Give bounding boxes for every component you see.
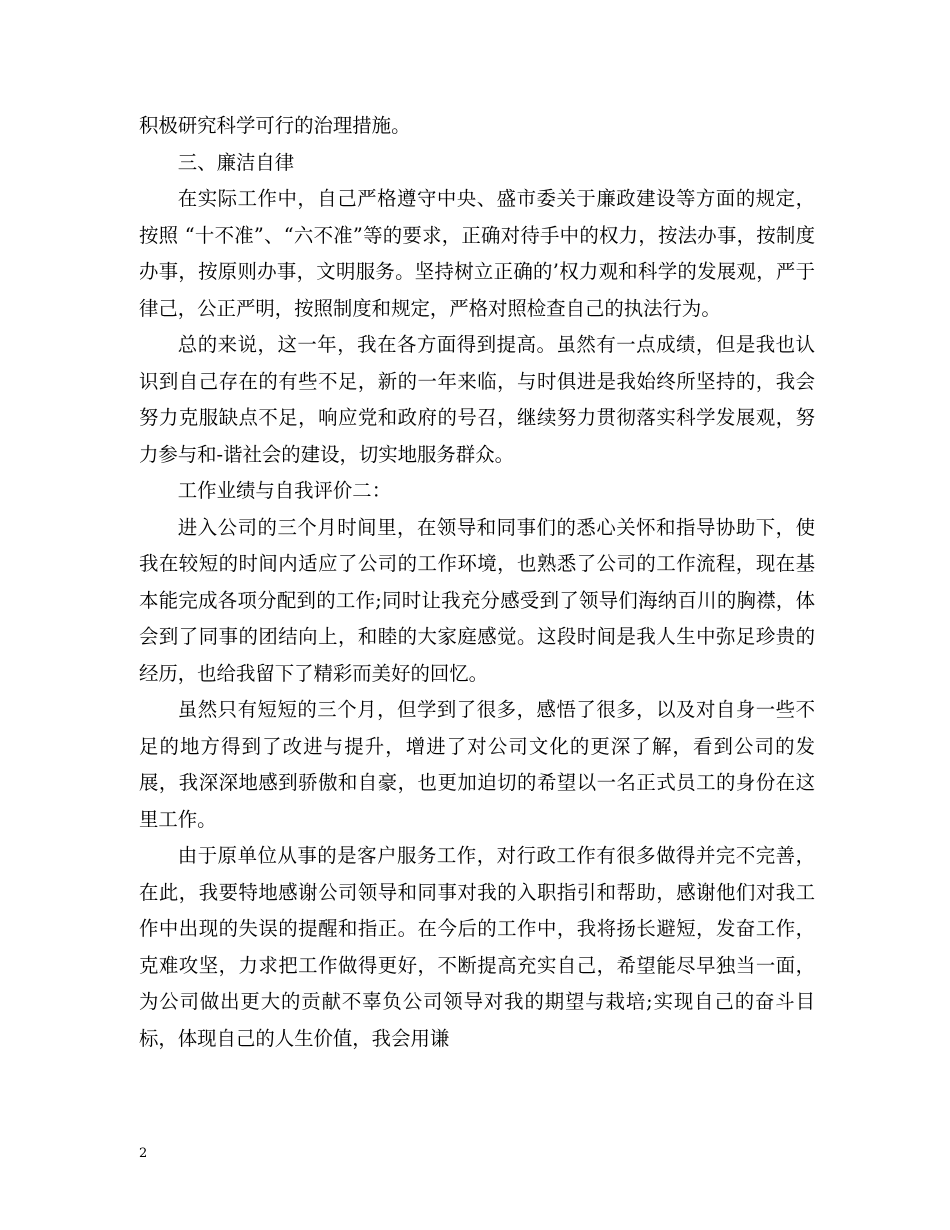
section-heading: 三、廉洁自律 [177, 150, 295, 174]
paragraph: 总的来说，这一年，我在各方面得到提高。虽然有一点成绩，但是我也认识到自己存在的有些不足，新的一年来临，与时俱进是我始终所坚持的，我会努力克服缺点不足，响应党和政府的号召，继续努力贯彻落实科学发展观，努力参与和-谐社会的建设，切实地服务群众。 [139, 333, 815, 466]
body-text [139, 108, 815, 1057]
paragraph: 进入公司的三个月时间里，在领导和同事们的悉心关怀和指导协助下，使我在较短的时间内适应了公司的工作环境，也熟悉了公司的工作流程，现在基本能完成各项分配到的工作;同时让我充分感受到了领导们海纳百川的胸襟，体会到了同事的团结向上，和睦的大家庭感觉。这段时间是我人生中弥足珍贵的经历，也给我留下了精彩而美好的回忆。 [139, 515, 815, 685]
section-heading: 工作业绩与自我评价二： [177, 479, 392, 502]
paragraph-continuation: 积极研究科学可行的治理措施。 [139, 114, 411, 137]
page-number: 2 [139, 1146, 148, 1161]
paragraph: 在实际工作中，自己严格遵守中央、盛市委关于廉政建设等方面的规定，按照 “十不准”、“六不准”等的要求，正确对待手中的权力，按法办事，按制度办事，按原则办事，文明服务。坚持树立正确的’权力观和科学的发展观，严于律己，公正严明，按照制度和规定，严格对照检查自己的执法行为。 [139, 187, 815, 320]
paragraph: 虽然只有短短的三个月，但学到了很多，感悟了很多，以及对自身一些不足的地方得到了改进与提升，增进了对公司文化的更深了解，看到公司的发展，我深深地感到骄傲和自豪，也更加迫切的希望以一名正式员工的身份在这里工作。 [139, 698, 815, 831]
paragraph: 由于原单位从事的是客户服务工作，对行政工作有很多做得并完不完善，在此，我要特地感谢公司领导和同事对我的入职指引和帮助，感谢他们对我工作中出现的失误的提醒和指正。在今后的工作中，我将扬长避短，发奋工作，克难攻坚，力求把工作做得更好，不断提高充实自己，希望能尽早独当一面，为公司做出更大的贡献不辜负公司领导对我的期望与栽培;实现自己的奋斗目标，体现自己的人生价值，我会用谦 [139, 844, 815, 1050]
